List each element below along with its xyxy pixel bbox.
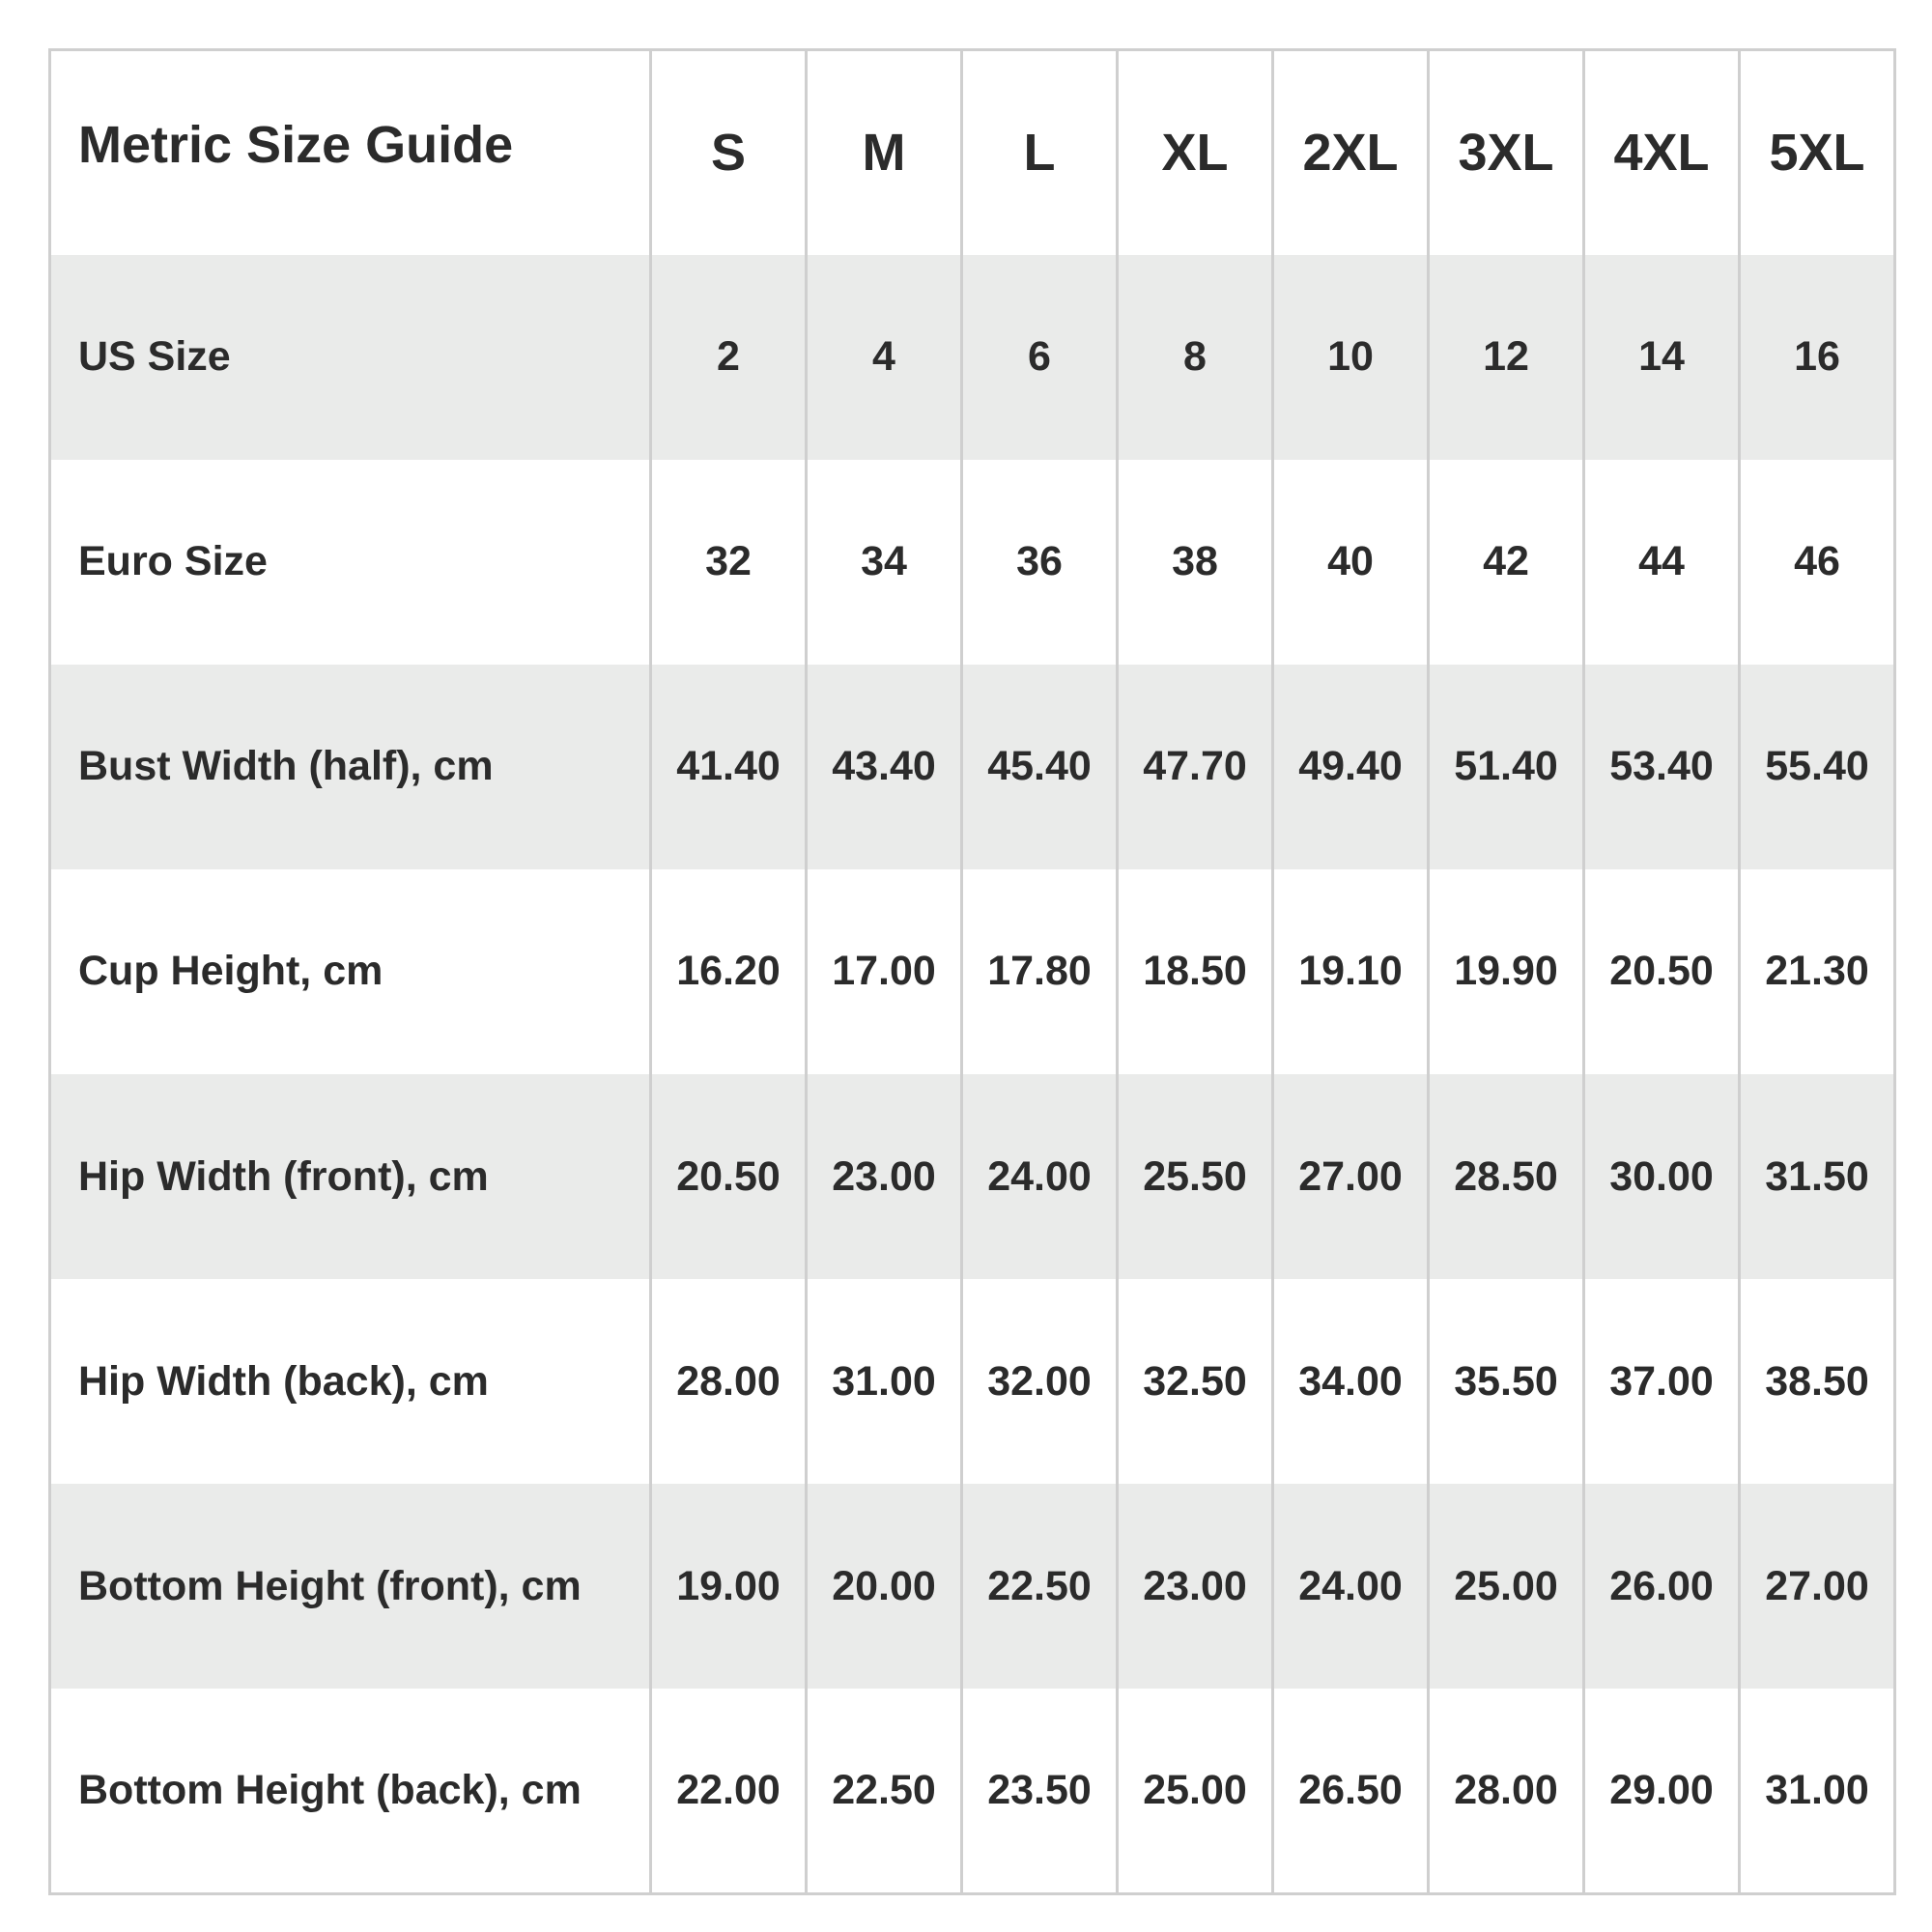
table-cell: 10 — [1273, 255, 1429, 460]
row-label-bottom-height-back-cm: Bottom Height (back), cm — [78, 1767, 582, 1814]
table-cell: 4 — [807, 255, 962, 460]
table-cell: 28.00 — [1429, 1689, 1584, 1893]
table-cell: 28.00 — [651, 1279, 807, 1484]
table-cell: 20.50 — [651, 1074, 807, 1279]
table-cell: 14 — [1584, 255, 1740, 460]
row-label-us-size: US Size — [78, 333, 231, 381]
table-cell: 20.00 — [807, 1484, 962, 1689]
table-cell: 31.50 — [1740, 1074, 1895, 1279]
header-row — [50, 50, 1895, 255]
table-cell: 22.50 — [962, 1484, 1118, 1689]
table-cell: 23.00 — [807, 1074, 962, 1279]
table-body — [50, 255, 1895, 1894]
table-cell: 20.50 — [1584, 869, 1740, 1074]
table-cell: 27.00 — [1273, 1074, 1429, 1279]
size-header-xl: XL — [1118, 50, 1273, 255]
table-cell: 23.00 — [1118, 1484, 1273, 1689]
table-cell: 42 — [1429, 460, 1584, 665]
table-cell: 19.00 — [651, 1484, 807, 1689]
table-cell: 26.50 — [1273, 1689, 1429, 1893]
table-row — [50, 1074, 1895, 1279]
table-cell: 41.40 — [651, 665, 807, 869]
table-cell: 31.00 — [1740, 1689, 1895, 1893]
table-cell: 2 — [651, 255, 807, 460]
table-cell: 28.50 — [1429, 1074, 1584, 1279]
table-cell: 24.00 — [962, 1074, 1118, 1279]
table-cell: 55.40 — [1740, 665, 1895, 869]
table-cell: 49.40 — [1273, 665, 1429, 869]
table-cell: 37.00 — [1584, 1279, 1740, 1484]
table-row — [50, 1484, 1895, 1689]
table-row — [50, 460, 1895, 665]
table-cell: 22.50 — [807, 1689, 962, 1893]
size-header-2xl: 2XL — [1273, 50, 1429, 255]
table-cell: 29.00 — [1584, 1689, 1740, 1893]
table-cell: 18.50 — [1118, 869, 1273, 1074]
table-cell: 40 — [1273, 460, 1429, 665]
size-header-m: M — [807, 50, 962, 255]
table-row — [50, 1279, 1895, 1484]
size-guide-table — [48, 48, 1896, 1895]
table-cell: 19.10 — [1273, 869, 1429, 1074]
table-cell: 25.00 — [1429, 1484, 1584, 1689]
table-cell: 17.80 — [962, 869, 1118, 1074]
table-cell: 32.00 — [962, 1279, 1118, 1484]
table-cell: 24.00 — [1273, 1484, 1429, 1689]
table-title-cell — [50, 50, 651, 255]
table-cell: 25.50 — [1118, 1074, 1273, 1279]
table-row — [50, 665, 1895, 869]
table-cell: 16.20 — [651, 869, 807, 1074]
row-label-euro-size: Euro Size — [78, 538, 268, 585]
table-cell: 51.40 — [1429, 665, 1584, 869]
size-header-s: S — [651, 50, 807, 255]
table-cell: 26.00 — [1584, 1484, 1740, 1689]
table-cell: 34.00 — [1273, 1279, 1429, 1484]
table-cell: 25.00 — [1118, 1689, 1273, 1893]
table-cell: 12 — [1429, 255, 1584, 460]
row-label-bust-width-half-cm: Bust Width (half), cm — [78, 743, 494, 790]
table-cell: 31.00 — [807, 1279, 962, 1484]
table-cell: 34 — [807, 460, 962, 665]
table-cell: 6 — [962, 255, 1118, 460]
size-header-4xl: 4XL — [1584, 50, 1740, 255]
row-label-hip-width-back-cm: Hip Width (back), cm — [78, 1357, 489, 1405]
table-cell: 47.70 — [1118, 665, 1273, 869]
table-cell: 30.00 — [1584, 1074, 1740, 1279]
table-cell: 35.50 — [1429, 1279, 1584, 1484]
row-label-hip-width-front-cm: Hip Width (front), cm — [78, 1152, 489, 1200]
table-cell: 17.00 — [807, 869, 962, 1074]
table-title: Metric Size Guide — [78, 116, 514, 175]
size-header-3xl: 3XL — [1429, 50, 1584, 255]
table-cell: 36 — [962, 460, 1118, 665]
table-cell: 19.90 — [1429, 869, 1584, 1074]
table-cell: 38 — [1118, 460, 1273, 665]
row-label-cup-height-cm: Cup Height, cm — [78, 948, 384, 995]
table-cell: 8 — [1118, 255, 1273, 460]
table-cell: 16 — [1740, 255, 1895, 460]
table-cell: 38.50 — [1740, 1279, 1895, 1484]
table-cell: 27.00 — [1740, 1484, 1895, 1689]
table-row — [50, 1689, 1895, 1893]
table-cell: 23.50 — [962, 1689, 1118, 1893]
size-header-l: L — [962, 50, 1118, 255]
table-cell: 22.00 — [651, 1689, 807, 1893]
table-cell: 46 — [1740, 460, 1895, 665]
table-row — [50, 869, 1895, 1074]
table-cell: 44 — [1584, 460, 1740, 665]
row-label-bottom-height-front-cm: Bottom Height (front), cm — [78, 1562, 582, 1609]
table-row — [50, 255, 1895, 460]
table-cell: 21.30 — [1740, 869, 1895, 1074]
table-cell: 32 — [651, 460, 807, 665]
table-cell: 45.40 — [962, 665, 1118, 869]
table-cell: 43.40 — [807, 665, 962, 869]
size-header-5xl: 5XL — [1740, 50, 1895, 255]
table-cell: 32.50 — [1118, 1279, 1273, 1484]
table-cell: 53.40 — [1584, 665, 1740, 869]
